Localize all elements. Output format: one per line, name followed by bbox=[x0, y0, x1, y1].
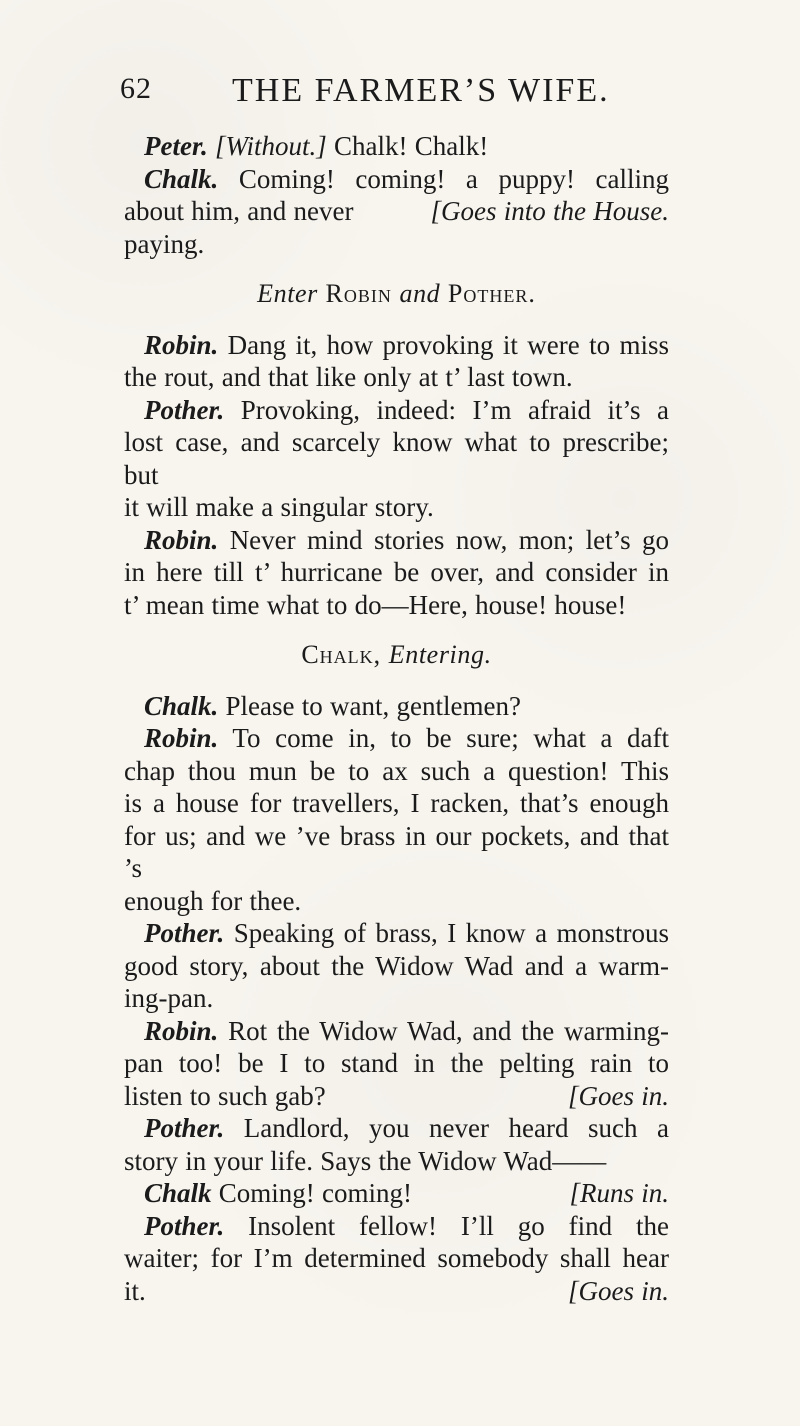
page-number: 62 bbox=[120, 72, 152, 105]
dialogue-text: Insolent fellow! I’ll go find the bbox=[248, 1210, 669, 1241]
stage-direction: [Goes in. bbox=[568, 1275, 669, 1306]
dialogue-pother-4-line-1 bbox=[124, 1210, 669, 1243]
entry-character-pother: Pother. bbox=[447, 279, 536, 308]
dialogue-text: it. bbox=[124, 1275, 146, 1306]
dialogue-text: it will make a singular story. bbox=[124, 492, 434, 522]
dialogue-chalk-3-left bbox=[124, 1177, 529, 1210]
stage-direction: [Without.] bbox=[214, 131, 327, 161]
dialogue-robin-2-line-1 bbox=[124, 524, 669, 557]
speaker-pother: Pother. bbox=[144, 394, 225, 425]
dialogue-text: To come in, to be sure; what a daft bbox=[232, 723, 669, 753]
dialogue-pother-1-line-1 bbox=[124, 394, 669, 427]
entry-character-robin: Robin bbox=[325, 279, 392, 308]
entry-heading bbox=[124, 639, 669, 672]
speaker-pother: Pother. bbox=[144, 918, 225, 948]
dialogue-robin-3-line-2 bbox=[124, 755, 669, 788]
dialogue-text: Dang it, how provoking it were to miss bbox=[227, 329, 669, 360]
dialogue-pother-4-line-3 bbox=[124, 1275, 669, 1308]
dialogue-text: story in your life. Says the Widow Wad—— bbox=[124, 1145, 607, 1176]
dialogue-text: chap thou mun be to ax such a question! This bbox=[124, 755, 669, 786]
dialogue-text: lost case, and scarcely know what to prescribe; but bbox=[124, 427, 669, 490]
dialogue-text: Speaking of brass, I know a monstrous bbox=[233, 918, 670, 948]
dialogue-robin-3-line-4 bbox=[124, 820, 669, 885]
dialogue-text: in here till t’ hurricane be over, and consider in bbox=[124, 557, 669, 587]
dialogue-pother-1-line-3 bbox=[124, 491, 669, 524]
page-title: THE FARMER’S WIFE. bbox=[232, 72, 610, 109]
dialogue-text: Never mind stories now, mon; let’s go bbox=[229, 524, 670, 555]
dialogue-pother-4-line-2 bbox=[124, 1242, 669, 1275]
dialogue-robin-3-line-1 bbox=[124, 722, 669, 755]
dialogue-robin-2-line-2 bbox=[124, 556, 669, 589]
speaker-chalk: Chalk. bbox=[144, 163, 219, 194]
entry-heading bbox=[124, 278, 669, 311]
entry-direction: Entering. bbox=[388, 640, 492, 669]
dialogue-text: Provoking, indeed: I’m afraid it’s a bbox=[240, 394, 669, 425]
dialogue-pother-2-line-1 bbox=[124, 917, 669, 950]
speaker-chalk: Chalk bbox=[144, 1178, 212, 1208]
dialogue-text: Rot the Widow Wad, and the warming- bbox=[228, 1015, 669, 1046]
stage-direction: [Goes in. bbox=[568, 1080, 669, 1111]
dialogue-robin-4-line-1 bbox=[124, 1015, 669, 1048]
speaker-robin: Robin. bbox=[144, 329, 219, 360]
dialogue-chalk-1-line-2 bbox=[124, 195, 669, 260]
speaker-robin: Robin. bbox=[144, 524, 219, 555]
speaker-chalk: Chalk. bbox=[144, 690, 219, 721]
dialogue-robin-2-line-3 bbox=[124, 589, 669, 622]
dialogue-text: waiter; for I’m determined somebody shall hear bbox=[124, 1243, 669, 1273]
dialogue-text: pan too! be I to stand in the pelting rain to bbox=[124, 1048, 669, 1078]
dialogue-pother-2-line-3 bbox=[124, 982, 669, 1015]
dialogue-peter-1 bbox=[124, 130, 669, 163]
dialogue-robin-4-line-3 bbox=[124, 1080, 669, 1113]
dialogue-robin-1-line-1 bbox=[124, 329, 669, 362]
dialogue-text: Chalk! Chalk! bbox=[334, 131, 489, 161]
dialogue-pother-3-line-1 bbox=[124, 1112, 669, 1145]
dialogue-pother-1-line-2 bbox=[124, 426, 669, 491]
dialogue-chalk-2 bbox=[124, 690, 669, 723]
entry-enter: Enter bbox=[257, 279, 326, 308]
entry-and: and bbox=[399, 279, 448, 308]
dialogue-text: Coming! coming! bbox=[218, 1178, 413, 1208]
dialogue-pother-2-line-2 bbox=[124, 950, 669, 983]
dialogue-robin-4-line-2 bbox=[124, 1047, 669, 1080]
dialogue-text: listen to such gab? bbox=[124, 1080, 326, 1111]
dialogue-robin-3-line-5 bbox=[124, 885, 669, 918]
speaker-robin: Robin. bbox=[144, 723, 219, 753]
dialogue-robin-1-line-2 bbox=[124, 361, 669, 394]
running-head bbox=[120, 72, 680, 112]
dialogue-text: t’ mean time what to do—Here, house! house! bbox=[124, 589, 627, 620]
dialogue-text: is a house for travellers, I racken, that’s enough bbox=[124, 788, 669, 818]
speaker-pother: Pother. bbox=[144, 1210, 225, 1241]
dialogue-text: Please to want, gentlemen? bbox=[225, 690, 521, 721]
stage-direction: [Runs in. bbox=[569, 1178, 669, 1208]
dialogue-chalk-1-line-1 bbox=[124, 163, 669, 196]
play-text bbox=[124, 130, 669, 1307]
dialogue-text: the rout, and that like only at t’ last town. bbox=[124, 362, 573, 392]
dialogue-pother-3-line-2 bbox=[124, 1145, 669, 1178]
dialogue-text: good story, about the Widow Wad and a warm- bbox=[124, 950, 669, 981]
entry-character-chalk: Chalk, bbox=[301, 640, 382, 669]
speaker-robin: Robin. bbox=[144, 1015, 219, 1046]
dialogue-text: Coming! coming! a puppy! calling bbox=[238, 163, 669, 194]
stage-direction: [Goes into the House. bbox=[430, 196, 669, 226]
dialogue-robin-3-line-3 bbox=[124, 787, 669, 820]
dialogue-text: Landlord, you never heard such a bbox=[243, 1113, 670, 1143]
dialogue-text: about him, and never paying. bbox=[124, 196, 354, 259]
speaker-pother: Pother. bbox=[144, 1113, 225, 1143]
dialogue-text: for us; and we ’ve brass in our pockets, and that ’s bbox=[124, 820, 669, 883]
dialogue-chalk-3 bbox=[124, 1177, 669, 1210]
dialogue-text: enough for thee. bbox=[124, 885, 302, 916]
dialogue-text: ing-pan. bbox=[124, 983, 214, 1013]
speaker-peter: Peter. bbox=[144, 131, 208, 161]
